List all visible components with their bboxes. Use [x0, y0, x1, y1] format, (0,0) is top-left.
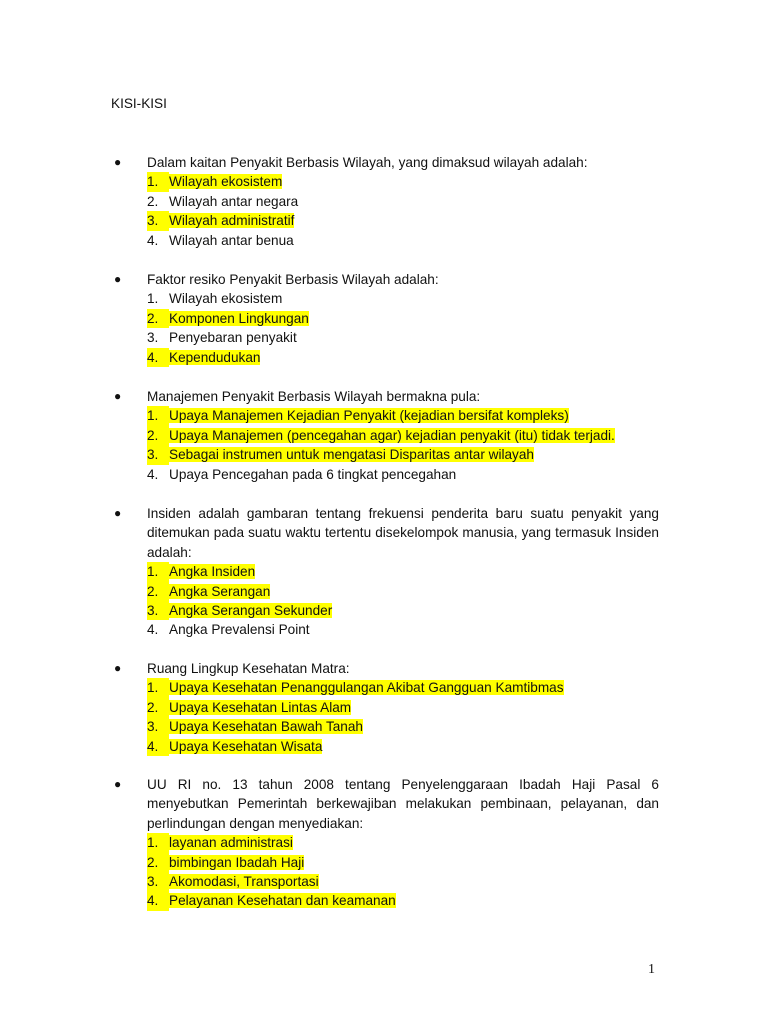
answer-option: [147, 172, 659, 191]
bullet-icon: ●: [114, 155, 122, 169]
question-text: Faktor resiko Penyakit Berbasis Wilayah adalah:: [147, 272, 439, 287]
option-text: Akomodasi, Transportasi: [169, 874, 319, 890]
answer-option: [147, 445, 659, 464]
option-number: 2.: [147, 582, 169, 601]
question-text: Manajemen Penyakit Berbasis Wilayah bermakna pula:: [147, 389, 481, 404]
option-number: 2.: [147, 309, 169, 328]
answer-option: [147, 426, 659, 445]
bullet-icon: ●: [114, 661, 122, 675]
answer-option: [147, 601, 659, 620]
option-text: Komponen Lingkungan: [169, 310, 309, 326]
question-4: [114, 504, 659, 640]
option-number: 2.: [147, 426, 169, 445]
option-number: 2.: [147, 853, 169, 872]
option-text: Upaya Manajemen (pencegahan agar) kejadian penyakit (itu) tidak terjadi.: [169, 427, 615, 443]
page-title: KISI-KISI: [111, 96, 167, 111]
option-text: Upaya Pencegahan pada 6 tingkat pencegahan: [169, 466, 457, 482]
option-text: Pelayanan Kesehatan dan keamanan: [169, 893, 396, 909]
option-number: 1.: [147, 562, 169, 581]
answer-option: [147, 737, 659, 756]
option-number: 4.: [147, 622, 159, 638]
answer-option: [147, 678, 659, 697]
option-number: 1.: [147, 678, 169, 697]
option-text: Wilayah ekosistem: [169, 174, 283, 190]
answer-option: [147, 328, 659, 347]
option-text: Upaya Kesehatan Wisata: [169, 738, 323, 754]
question-3: [114, 387, 659, 484]
option-number: 2.: [147, 698, 169, 717]
question-2: [114, 270, 659, 367]
option-number: 1.: [147, 406, 169, 425]
bullet-icon: ●: [114, 777, 122, 791]
answer-option: [147, 309, 659, 328]
option-number: 4.: [147, 232, 159, 248]
option-number: 2.: [147, 193, 159, 209]
option-text: Angka Serangan Sekunder: [169, 603, 333, 619]
option-text: Upaya Manajemen Kejadian Penyakit (kejadian bersifat kompleks): [169, 408, 569, 424]
answer-option: [147, 853, 659, 872]
question-text: UU RI no. 13 tahun 2008 tentang Penyelenggaraan Ibadah Haji Pasal 6 menyebutkan Pemerintah berkewajiban melakukan pembinaan, pelayanan, dan perlindungan dengan menyediakan:: [147, 777, 659, 831]
option-text: Angka Insiden: [169, 564, 256, 580]
answer-option: [147, 872, 659, 891]
option-text: layanan administrasi: [169, 835, 293, 851]
answer-option: [147, 211, 659, 230]
option-text: Wilayah antar benua: [169, 232, 294, 248]
answer-option: [147, 406, 659, 425]
option-text: bimbingan Ibadah Haji: [169, 854, 305, 870]
option-number: 3.: [147, 330, 159, 346]
option-text: Penyebaran penyakit: [169, 330, 297, 346]
answer-option: [147, 192, 659, 211]
page-number: 1: [648, 962, 655, 977]
option-number: 1.: [147, 833, 169, 852]
answer-option: [147, 620, 659, 639]
question-6: [114, 775, 659, 911]
option-text: Kependudukan: [169, 349, 261, 365]
question-5: [114, 659, 659, 756]
question-text: Dalam kaitan Penyakit Berbasis Wilayah, yang dimaksud wilayah adalah:: [147, 155, 588, 170]
option-text: Upaya Kesehatan Lintas Alam: [169, 699, 352, 715]
answer-option: [147, 833, 659, 852]
option-number: 4.: [147, 466, 159, 482]
bullet-icon: ●: [114, 272, 122, 286]
answer-option: [147, 582, 659, 601]
option-number: 3.: [147, 717, 169, 736]
bullet-icon: ●: [114, 506, 122, 520]
answer-option: [147, 289, 659, 308]
question-1: [114, 153, 659, 250]
answer-option: [147, 348, 659, 367]
question-text: Ruang Lingkup Kesehatan Matra:: [147, 661, 350, 676]
option-text: Wilayah antar negara: [169, 193, 299, 209]
option-number: 3.: [147, 872, 169, 891]
option-number: 3.: [147, 211, 169, 230]
answer-option: [147, 562, 659, 581]
answer-option: [147, 698, 659, 717]
option-number: 4.: [147, 737, 169, 756]
answer-option: [147, 891, 659, 910]
answer-option: [147, 717, 659, 736]
question-text: Insiden adalah gambaran tentang frekuensi penderita baru suatu penyakit yang ditemukan pada suatu waktu tertentu disekelompok manusia, yang termasuk Insiden adalah:: [147, 506, 659, 560]
option-number: 4.: [147, 891, 169, 910]
bullet-icon: ●: [114, 389, 122, 403]
option-number: 1.: [147, 172, 169, 191]
option-text: Wilayah administratif: [169, 213, 295, 229]
option-text: Upaya Kesehatan Penanggulangan Akibat Gangguan Kamtibmas: [169, 680, 564, 696]
option-text: Sebagai instrumen untuk mengatasi Disparitas antar wilayah: [169, 447, 534, 463]
option-number: 1.: [147, 291, 159, 307]
option-number: 4.: [147, 348, 169, 367]
option-text: Angka Serangan: [169, 583, 271, 599]
option-text: Upaya Kesehatan Bawah Tanah: [169, 719, 363, 735]
option-text: Wilayah ekosistem: [169, 291, 283, 307]
option-number: 3.: [147, 601, 169, 620]
answer-option: [147, 231, 659, 250]
option-text: Angka Prevalensi Point: [169, 622, 310, 638]
answer-option: [147, 465, 659, 484]
option-number: 3.: [147, 445, 169, 464]
